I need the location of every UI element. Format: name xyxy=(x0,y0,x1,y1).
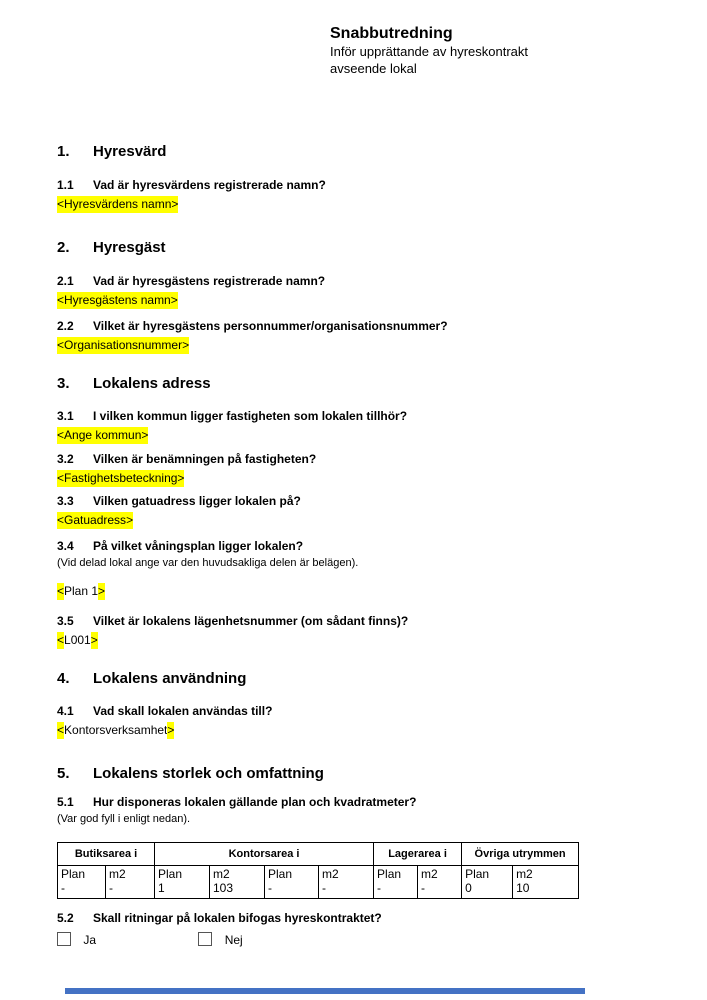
question-2-1 xyxy=(57,274,325,289)
checkbox-nej[interactable] xyxy=(198,932,212,946)
question-text: Vilken är benämningen på fastigheten? xyxy=(93,452,317,466)
answer-fastighetsbeteckning[interactable] xyxy=(57,471,316,486)
table-cell[interactable]: Plan - xyxy=(374,866,418,899)
section-heading-5 xyxy=(57,765,324,783)
question-block-3-3 xyxy=(57,494,301,528)
question-number: 4.1 xyxy=(57,704,74,718)
section-heading-4 xyxy=(57,670,246,688)
question-3-1 xyxy=(57,409,407,424)
question-5-1 xyxy=(57,795,416,810)
area-table xyxy=(57,842,579,899)
question-number: 1.1 xyxy=(57,178,74,192)
question-number: 3.5 xyxy=(57,614,74,628)
bracket-open: < xyxy=(57,723,65,737)
checkbox-nej-label: Nej xyxy=(224,933,243,947)
bracket-close: > xyxy=(177,471,185,485)
answer-kommun[interactable] xyxy=(57,428,407,443)
section-title: Lokalens adress xyxy=(93,375,211,392)
section-heading-1 xyxy=(57,143,166,161)
question-text: Hur disponeras lokalen gällande plan och kvadratmeter? xyxy=(93,795,417,809)
table-cell[interactable]: m2 103 xyxy=(210,866,265,899)
question-text: Vad är hyresvärdens registrerade namn? xyxy=(93,178,326,192)
question-1-1 xyxy=(57,178,326,193)
answer-text: Hyresgästens namn xyxy=(64,293,171,307)
answer-text: Hyresvärdens namn xyxy=(64,197,172,211)
bracket-close: > xyxy=(98,584,106,598)
section-heading-2 xyxy=(57,239,166,257)
question-5-2 xyxy=(57,911,382,926)
question-text: Skall ritningar på lokalen bifogas hyreskontraktet? xyxy=(93,911,382,925)
answer-text: Kontorsverksamhet xyxy=(64,723,168,737)
question-block-2-2 xyxy=(57,319,448,353)
checkbox-group-nej xyxy=(198,932,242,948)
question-3-2 xyxy=(57,452,316,467)
section-number: 2. xyxy=(57,239,70,256)
table-cell[interactable]: Plan 1 xyxy=(155,866,210,899)
table-cell[interactable]: m2 - xyxy=(418,866,462,899)
page-subtitle-line2: avseende lokal xyxy=(330,61,417,76)
bracket-close: > xyxy=(171,197,179,211)
question-note: (Var god fyll i enligt nedan). xyxy=(57,813,191,825)
answer-text: Gatuadress xyxy=(64,513,127,527)
question-block-5-1 xyxy=(57,795,416,826)
checkbox-ja-label: Ja xyxy=(83,933,97,947)
question-block-4-1 xyxy=(57,704,272,738)
section-number: 3. xyxy=(57,375,70,392)
page-subtitle-line1: Inför upprättande av hyreskontrakt xyxy=(330,44,529,59)
bracket-close: > xyxy=(90,633,98,647)
section-number: 4. xyxy=(57,670,70,687)
question-block-5-2 xyxy=(57,911,382,948)
answer-lagenhetsnummer[interactable] xyxy=(57,633,408,648)
bracket-open: < xyxy=(57,428,65,442)
answer-hyresvardens-namn[interactable] xyxy=(57,197,326,212)
answer-text: Plan 1 xyxy=(64,584,99,598)
question-text: Vad är hyresgästens registrerade namn? xyxy=(93,274,326,288)
question-number: 3.3 xyxy=(57,494,74,508)
bracket-open: < xyxy=(57,584,65,598)
section-title: Lokalens användning xyxy=(93,670,247,687)
bracket-close: > xyxy=(170,293,178,307)
question-number: 3.1 xyxy=(57,409,74,423)
table-group-header: Butiksarea i xyxy=(58,843,155,866)
section-heading-3 xyxy=(57,375,211,393)
table-cell[interactable]: m2 10 xyxy=(513,866,579,899)
question-text: Vad skall lokalen användas till? xyxy=(93,704,273,718)
table-group-header: Övriga utrymmen xyxy=(462,843,579,866)
bracket-open: < xyxy=(57,197,65,211)
answer-text: L001 xyxy=(64,633,91,647)
table-cell[interactable]: Plan 0 xyxy=(462,866,513,899)
question-block-1-1 xyxy=(57,178,326,212)
question-2-2 xyxy=(57,319,448,334)
question-block-2-1 xyxy=(57,274,325,308)
bracket-close: > xyxy=(182,338,190,352)
page-title: Snabbutredning xyxy=(330,25,453,42)
answer-text: Fastighetsbeteckning xyxy=(64,471,178,485)
bracket-open: < xyxy=(57,471,65,485)
table-header-row xyxy=(58,843,579,866)
bottom-blue-bar xyxy=(65,988,585,994)
answer-plan[interactable] xyxy=(57,584,358,599)
table-cell[interactable]: Plan - xyxy=(58,866,106,899)
bracket-open: < xyxy=(57,633,65,647)
table-group-header: Lagerarea i xyxy=(374,843,462,866)
answer-organisationsnummer[interactable] xyxy=(57,338,448,353)
bracket-open: < xyxy=(57,338,65,352)
question-text: I vilken kommun ligger fastigheten som lokalen tillhör? xyxy=(93,409,408,423)
question-text: På vilket våningsplan ligger lokalen? xyxy=(93,539,304,553)
section-title: Hyresgäst xyxy=(93,239,166,256)
question-number: 3.4 xyxy=(57,539,74,553)
bracket-close: > xyxy=(167,723,175,737)
question-block-3-4 xyxy=(57,539,358,599)
section-title: Hyresvärd xyxy=(93,143,167,160)
question-number: 3.2 xyxy=(57,452,74,466)
table-cell[interactable]: m2 - xyxy=(106,866,155,899)
table-group-header: Kontorsarea i xyxy=(155,843,374,866)
section-title: Lokalens storlek och omfattning xyxy=(93,765,324,782)
bracket-open: < xyxy=(57,293,65,307)
question-block-3-2 xyxy=(57,452,316,486)
question-3-5 xyxy=(57,614,408,629)
section-number: 1. xyxy=(57,143,70,160)
question-block-3-5 xyxy=(57,614,408,648)
answer-text: Ange kommun xyxy=(64,428,142,442)
table-cell[interactable]: m2 - xyxy=(319,866,374,899)
answer-gatuadress[interactable] xyxy=(57,513,301,528)
answer-text: Organisationsnummer xyxy=(64,338,183,352)
answer-hyresgastens-namn[interactable] xyxy=(57,293,325,308)
checkbox-ja[interactable] xyxy=(57,932,71,946)
question-number: 5.2 xyxy=(57,911,74,925)
title-block xyxy=(330,24,528,77)
question-3-3 xyxy=(57,494,301,509)
checkbox-row xyxy=(57,932,382,948)
table-cell[interactable]: Plan - xyxy=(265,866,319,899)
question-text: Vilket är hyresgästens personnummer/organisationsnummer? xyxy=(93,319,448,333)
question-block-3-1 xyxy=(57,409,407,443)
question-number: 5.1 xyxy=(57,795,74,809)
question-3-4 xyxy=(57,539,358,554)
section-number: 5. xyxy=(57,765,70,782)
table-data-row xyxy=(58,866,579,899)
question-text: Vilket är lokalens lägenhetsnummer (om sådant finns)? xyxy=(93,614,409,628)
question-text: Vilken gatuadress ligger lokalen på? xyxy=(93,494,301,508)
checkbox-group-ja xyxy=(57,932,195,948)
area-table-wrap xyxy=(57,842,579,899)
bracket-close: > xyxy=(141,428,149,442)
bracket-open: < xyxy=(57,513,65,527)
question-4-1 xyxy=(57,704,272,719)
question-number: 2.1 xyxy=(57,274,74,288)
bracket-close: > xyxy=(126,513,134,527)
answer-anvandning[interactable] xyxy=(57,723,272,738)
question-note: (Vid delad lokal ange var den huvudsakliga delen är belägen). xyxy=(57,557,359,569)
question-number: 2.2 xyxy=(57,319,74,333)
